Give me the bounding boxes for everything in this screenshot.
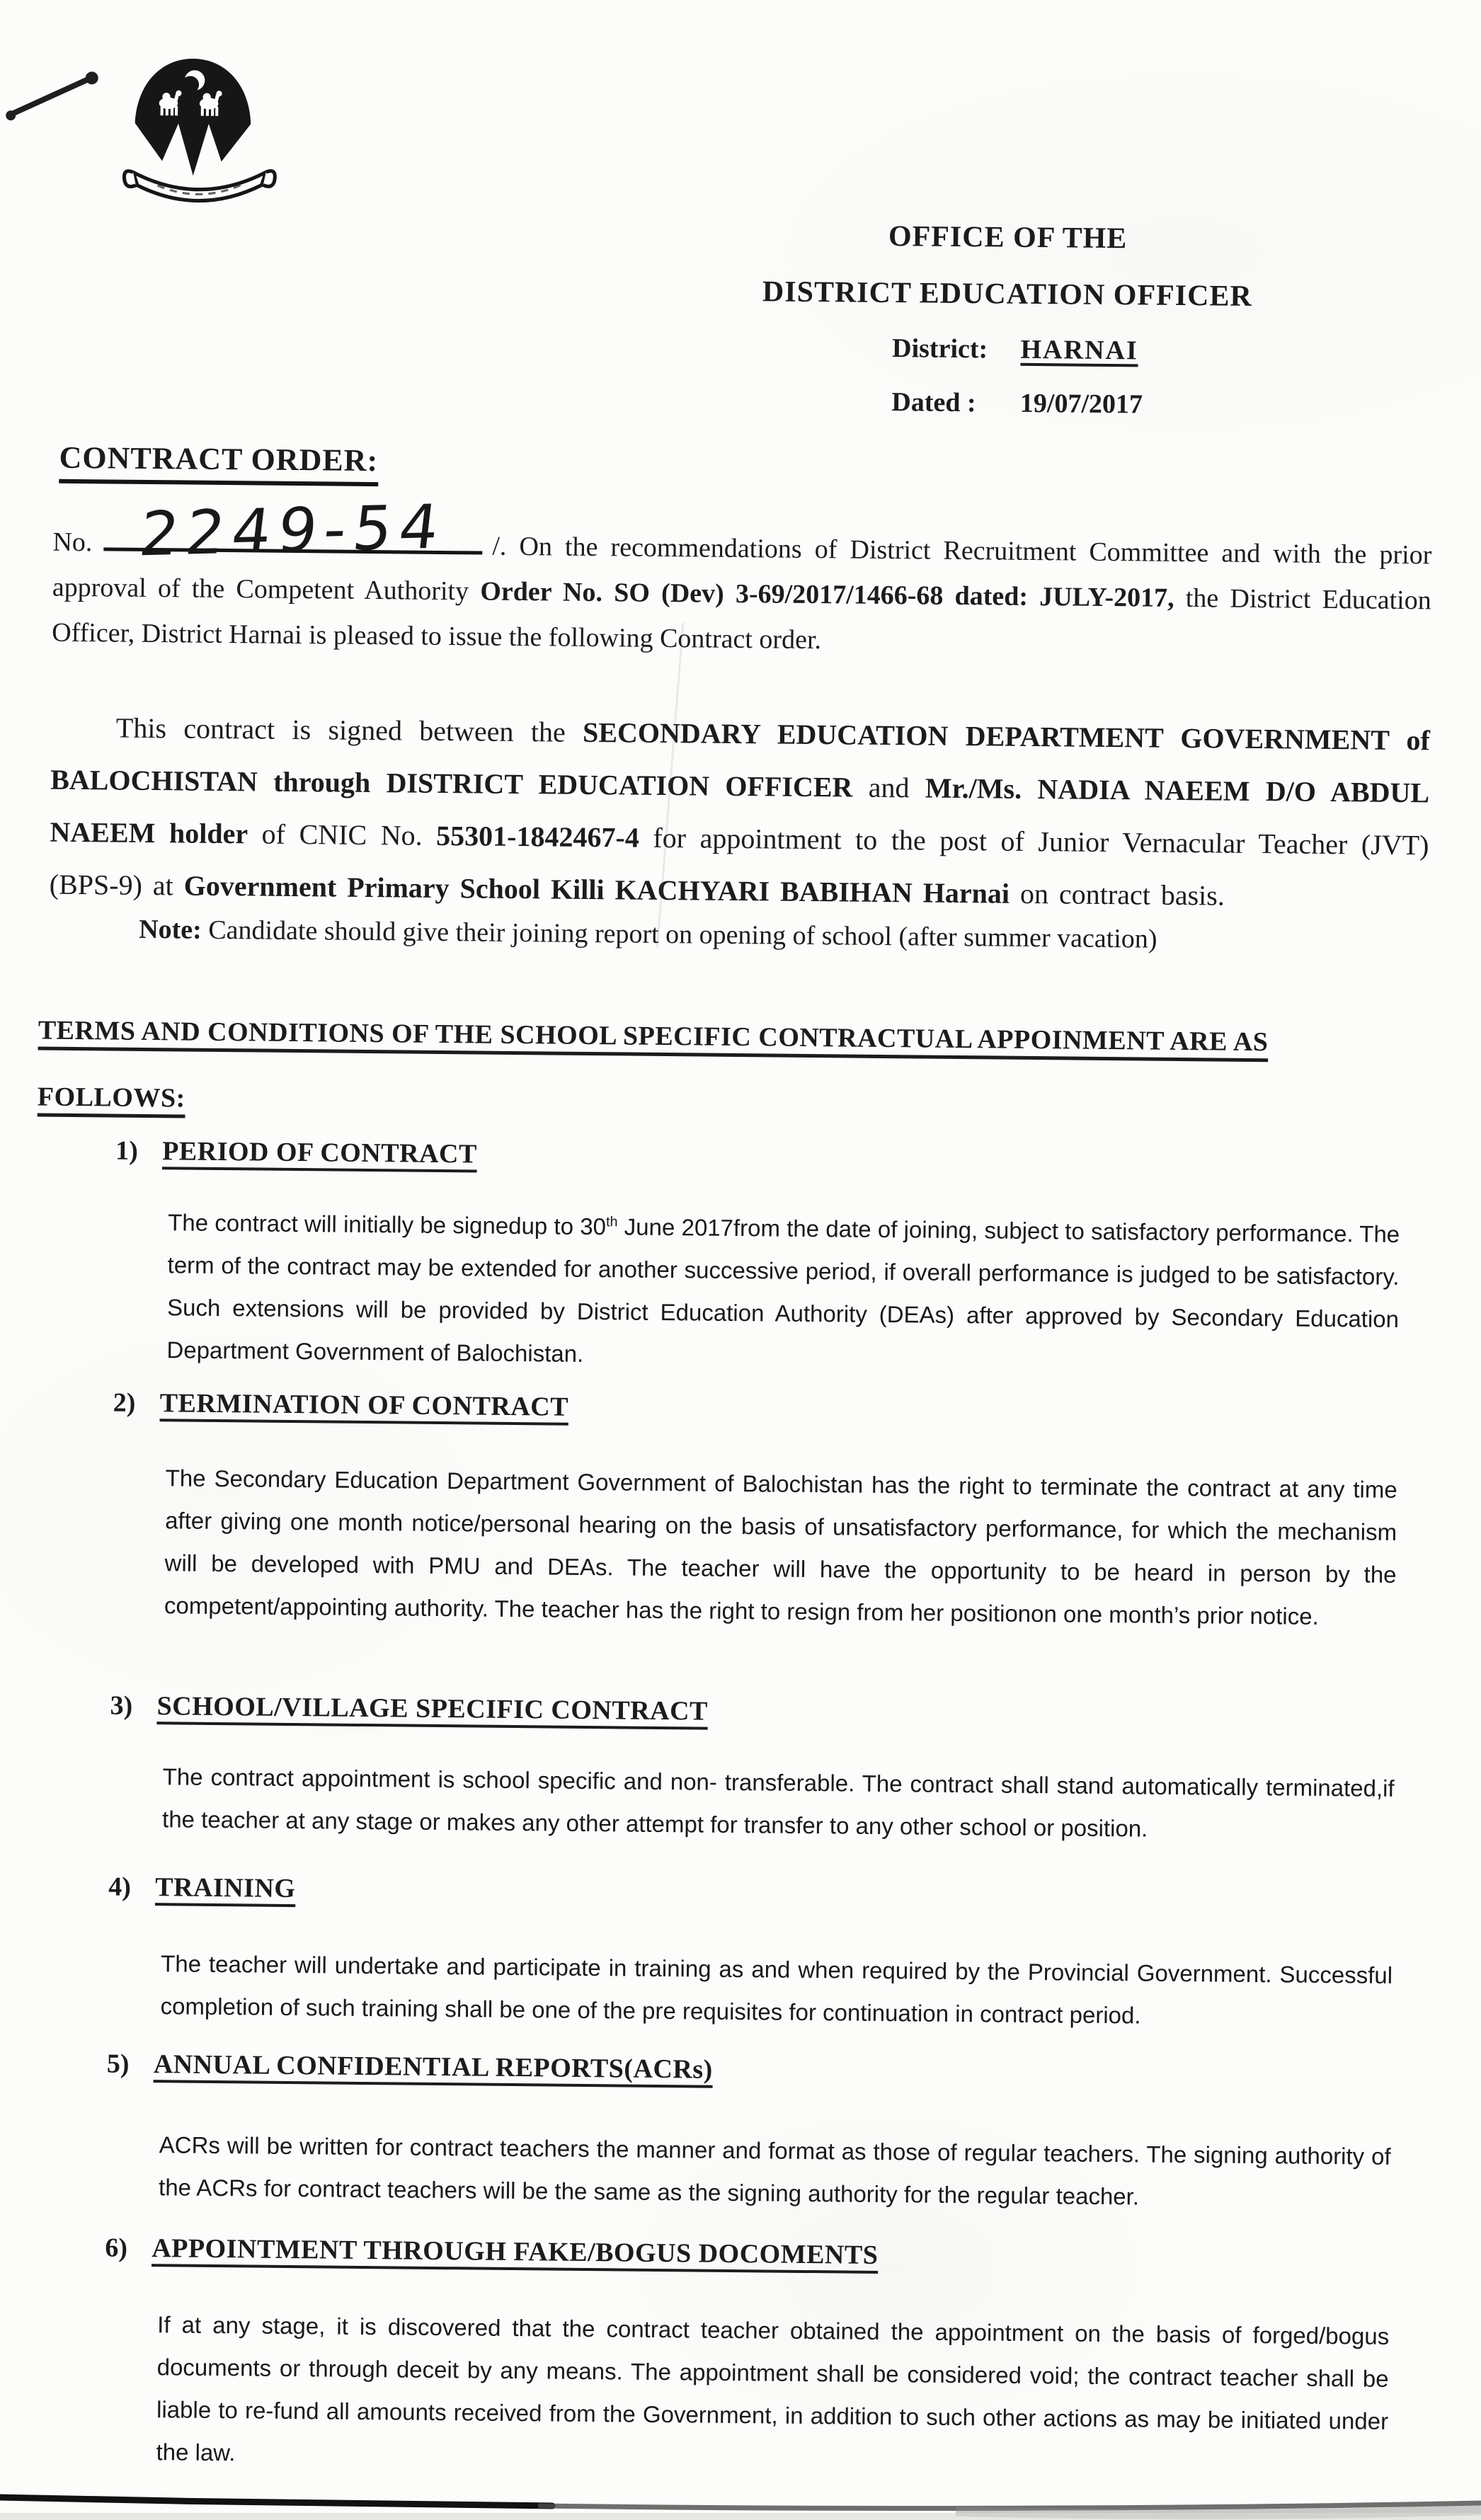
section-6-heading (105, 2233, 878, 2271)
section-1-body: The contract will initially be signedup to 30th June 2017from the date of joining, subject to satisfactory performance. The term of the contract may be extended for another successive period, if overall performance is judged to be satisfactory. Such extensions will be provided by District Education Authority (DEAs) after approved by Secondary Education Department Government of Balochistan. (166, 1209, 1400, 1367)
section-3-heading (110, 1690, 708, 1727)
section-1-number: 1) (115, 1135, 139, 1166)
section-2-title: TERMINATION OF CONTRACT (159, 1388, 569, 1422)
section-4-number: 4) (108, 1872, 132, 1902)
terms-heading-line1: TERMS AND CONDITIONS OF THE SCHOOL SPECIFIC CONTRACTUAL APPOINMENT ARE AS (38, 1015, 1269, 1058)
section-3-number: 3) (110, 1690, 133, 1721)
section-4-heading (108, 1872, 296, 1905)
section-2-heading (113, 1387, 569, 1423)
section-3-body: The contract appointment is school specific and non- transferable. The contract shall stand automatically terminated,if the teacher at any stage or makes any other attempt for transfer to any other school or position. (161, 1763, 1395, 1842)
district-label: District: (891, 333, 988, 365)
terms-heading-line2: FOLLOWS: (37, 1082, 185, 1113)
office-title-line2: DISTRICT EDUCATION OFFICER (762, 275, 1253, 313)
contract-order-heading: CONTRACT ORDER: (59, 440, 378, 486)
section-5-title: ANNUAL CONFIDENTIAL REPORTS(ACRs) (153, 2049, 714, 2085)
section-4-body: The teacher will undertake and participate in training as and when required by the Provincial Government. Successful completion of such training shall be one of the pre requisites for continuation in contract period. (160, 1950, 1393, 2029)
section-6-title: APPOINTMENT THROUGH FAKE/BOGUS DOCOMENTS (151, 2233, 879, 2270)
education-department-emblem-icon (113, 50, 287, 218)
section-1-heading (115, 1135, 477, 1170)
scroll-banner (124, 170, 275, 202)
section-2-number: 2) (113, 1387, 136, 1418)
section-4-title: TRAINING (155, 1872, 296, 1904)
terms-heading (37, 997, 1405, 1144)
section-1-title: PERIOD OF CONTRACT (161, 1136, 477, 1169)
dated-row (702, 373, 1311, 433)
joining-note: Note: Candidate should give their joining report on opening of school (after summer vacation) (138, 914, 1157, 954)
section-5-number: 5) (106, 2049, 130, 2079)
district-value: HARNAI (1020, 334, 1138, 366)
district-row (702, 319, 1312, 379)
contract-parties-paragraph: This contract is signed between the SECONDARY EDUCATION DEPARTMENT GOVERNMENT of BALOCHISTAN through DISTRICT EDUCATION OFFICER and Mr./Ms. NADIA NAEEM D/O ABDUL NAEEM holder of CNIC No. 55301-1842467-4 for appointment to the post of Junior Vernacular Teacher (JVT)(BPS-9) at Government Primary School Killi KACHYARI BABIHAN Harnai on contract basis. (49, 711, 1431, 912)
letterhead (702, 206, 1313, 433)
dated-label: Dated : (891, 387, 976, 418)
section-2-body: The Secondary Education Department Government of Balochistan has the right to terminate the contract at any time after giving one month notice/personal hearing on the basis of unsatisfactory performance, for which the mechanism will be developed with PMU and DEAs. The teacher will have the opportunity to be heard in person by the competent/appointing authority. The teacher has the right to resign from her positionon one month’s prior notice. (164, 1465, 1397, 1630)
section-6-body: If at any stage, it is discovered that the contract teacher obtained the appointment on the basis of forged/bogus documents or through deceit by any means. The appointment shall be considered void; the contract teacher shall be liable to re-fund all amounts received from the Government, in addition to such other actions as may be initiated under the law. (156, 2311, 1390, 2466)
section-5-body: ACRs will be written for contract teachers the manner and format as those of regular teachers. The signing authority of the ACRs for contract teachers will be the same as the signing authority for the regular teacher. (158, 2131, 1391, 2210)
recommendation-text: /. On the recommendations of District Recruitment Committee and with the prior approval of the Competent Authority Order No. SO (Dev) 3-69/2017/1466-68 dated: JULY-2017, the District Education Officer, District Harnai is pleased to issue the following Contract order. (52, 531, 1432, 655)
section-3-title: SCHOOL/VILLAGE SPECIFIC CONTRACT (156, 1691, 709, 1726)
dated-value: 19/07/2017 (1019, 388, 1143, 420)
order-number-blank-line (103, 491, 482, 571)
order-number-paragraph (52, 491, 1432, 669)
order-number-handwritten: 2249-54 (135, 491, 450, 571)
section-5-heading (107, 2049, 713, 2085)
section-6-number: 6) (105, 2233, 128, 2263)
office-title-line1: OFFICE OF THE (888, 220, 1128, 256)
scan-edge-shadow (0, 2472, 1481, 2520)
order-no-label: No. (52, 527, 93, 558)
